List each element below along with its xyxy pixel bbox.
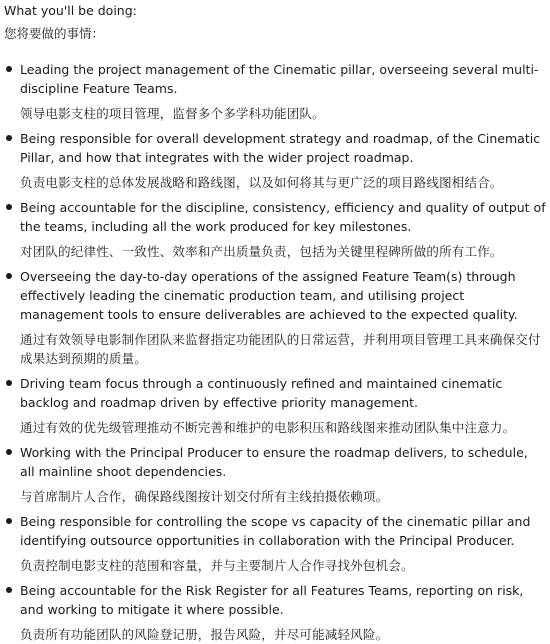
bullet-icon — [6, 518, 12, 524]
list-item — [4, 443, 546, 506]
section-heading-zh: 您将要做的事情： — [4, 26, 105, 41]
item-text-en: Being responsible for overall development strategy and roadmap, of the Cinematic Pillar, and how that integrates with the wider project roadmap. — [20, 131, 541, 165]
list-item — [4, 581, 546, 644]
item-text-zh: 通过有效的优先级管理推动不断完善和维护的电影积压和路线图来推动团队集中注意力。 — [20, 420, 516, 435]
item-text-en: Overseeing the day-to-day operations of the assigned Feature Team(s) through effectively leading the cinematic production team, and utilising project management tools to ensure deliverables are achieved to the expected quality. — [20, 269, 518, 322]
item-text-zh: 负责控制电影支柱的范围和容量，并与主要制片人合作寻找外包机会。 — [20, 558, 414, 573]
item-text-en: Being responsible for controlling the scope vs capacity of the cinematic pillar and identifying outsource opportunities in collaboration with the Principal Producer. — [20, 514, 531, 548]
item-text-en: Leading the project management of the Cinematic pillar, overseeing several multi-discipline Feature Teams. — [20, 62, 539, 96]
list-item — [4, 198, 546, 261]
list-item — [4, 374, 546, 437]
item-text-zh: 对团队的纪律性、一致性、效率和产出质量负责，包括为关键里程碑所做的所有工作。 — [20, 244, 503, 259]
section-heading-en: What you'll be doing: — [4, 3, 137, 18]
item-text-en: Driving team focus through a continuously refined and maintained cinematic backlog and roadmap driven by effective priority management. — [20, 376, 503, 410]
bullet-icon — [6, 66, 12, 72]
list-item — [4, 60, 546, 123]
item-text-zh: 领导电影支柱的项目管理，监督多个多学科功能团队。 — [20, 106, 325, 121]
bullet-icon — [6, 204, 12, 210]
list-item — [4, 267, 546, 368]
list-item — [4, 512, 546, 575]
bullet-icon — [6, 449, 12, 455]
bullet-icon — [6, 587, 12, 593]
item-text-en: Working with the Principal Producer to ensure the roadmap delivers, to schedule, all mainline shoot dependencies. — [20, 445, 528, 479]
item-text-zh: 与首席制片人合作，确保路线图按计划交付所有主线拍摄依赖项。 — [20, 489, 389, 504]
bullet-icon — [6, 273, 12, 279]
item-text-zh: 通过有效领导电影制作团队来监督指定功能团队的日常运营，并利用项目管理工具来确保交付成果达到预期的质量。 — [20, 332, 541, 366]
bullet-icon — [6, 380, 12, 386]
item-text-en: Being accountable for the discipline, consistency, efficiency and quality of output of the teams, including all the work produced for key milestones. — [20, 200, 546, 234]
list-item — [4, 129, 546, 192]
item-text-zh: 负责电影支柱的总体发展战略和路线图，以及如何将其与更广泛的项目路线图相结合。 — [20, 175, 503, 190]
bullet-icon — [6, 135, 12, 141]
responsibility-list — [4, 60, 546, 644]
item-text-en: Being accountable for the Risk Register for all Features Teams, reporting on risk, and working to mitigate it where possible. — [20, 583, 524, 617]
item-text-zh: 负责所有功能团队的风险登记册，报告风险，并尽可能减轻风险。 — [20, 627, 389, 642]
